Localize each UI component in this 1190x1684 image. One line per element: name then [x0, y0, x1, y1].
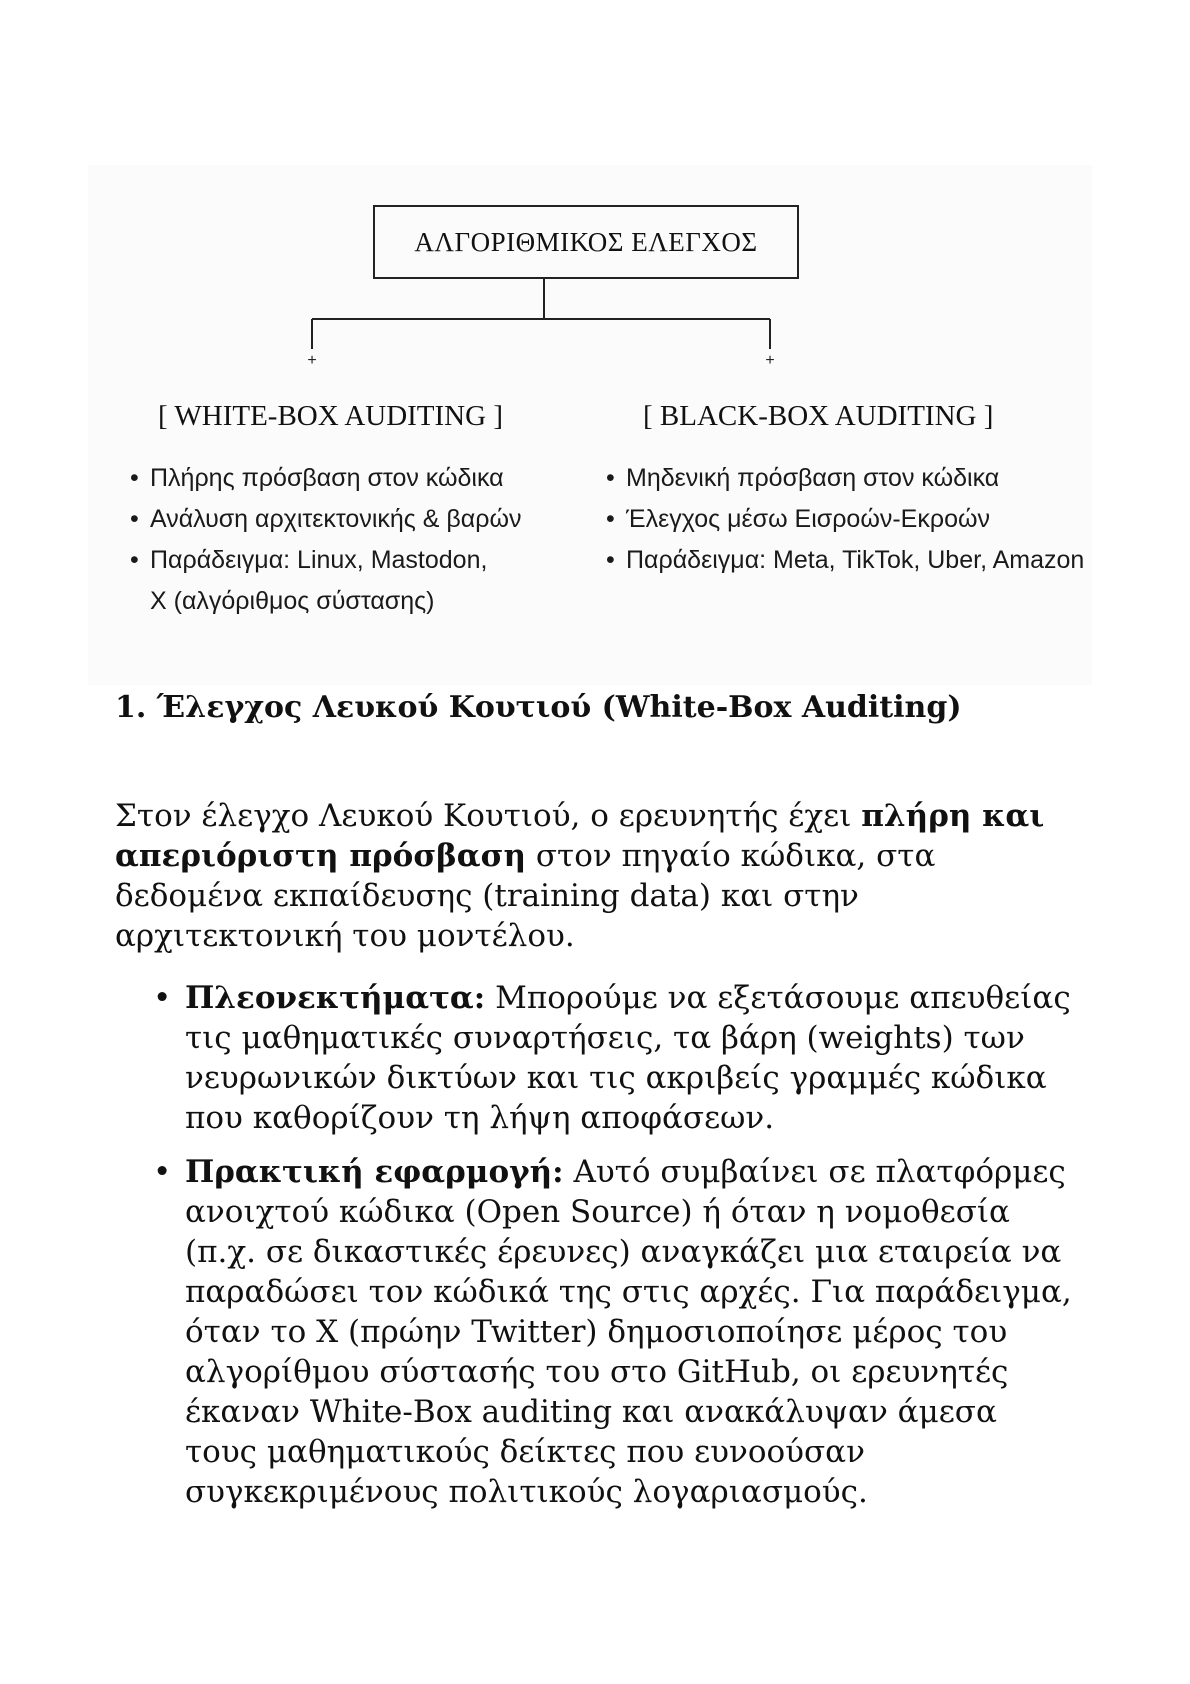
bullet-practical-application	[115, 1152, 1075, 1512]
white-box-title: [ WHITE-BOX AUDITING ]	[158, 400, 503, 432]
white-box-list	[130, 458, 570, 622]
intro-paragraph: Στον έλεγχο Λευκού Κουτιού, ο ερευνητής έχει πλήρη και απεριόριστη πρόσβαση στον πηγαίο κώδικα, στα δεδομένα εκπαίδευσης (training data) και στην αρχιτεκτονική του μοντέλου.	[115, 798, 1045, 954]
white-box-item: • Πλήρης πρόσβαση στον κώδικα	[130, 458, 570, 499]
right-arrow-marker: +	[765, 352, 775, 369]
white-box-item-continuation: X (αλγόριθμος σύστασης)	[150, 587, 435, 615]
root-node: ΑΛΓΟΡΙΘΜΙΚΟΣ ΕΛΕΓΧΟΣ	[373, 205, 799, 279]
bullet-label: Πρακτική εφαρμογή:	[185, 1154, 564, 1190]
bullet-text: Μπορούμε να εξετάσουμε απευθείας τις μαθηματικές συναρτήσεις, τα βάρη (weights) των νευρωνικών δικτύων και τις ακριβείς γραμμές κώδικα που καθορίζουν τη λήψη αποφάσεων.	[185, 980, 1071, 1136]
intro-emphasis: πλήρη και απεριόριστη πρόσβαση	[115, 798, 1045, 874]
black-box-list	[606, 458, 1086, 581]
white-box-item: • Ανάλυση αρχιτεκτονικής & βαρών	[130, 499, 570, 540]
bullet-label: Πλεονεκτήματα:	[185, 980, 486, 1016]
details-list	[115, 978, 1075, 1526]
audit-diagram	[88, 165, 1092, 685]
black-box-item: • Μηδενική πρόσβαση στον κώδικα	[606, 458, 1086, 499]
black-box-item: • Έλεγχος μέσω Εισροών-Εκροών	[606, 499, 1086, 540]
bullet-advantages	[115, 978, 1075, 1138]
black-box-title: [ BLACK-BOX AUDITING ]	[643, 400, 994, 432]
white-box-item: • Παράδειγμα: Linux, Mastodon, X (αλγόριθμος σύστασης)	[130, 540, 570, 622]
left-arrow-marker: +	[307, 352, 317, 369]
bullet-text: Αυτό συμβαίνει σε πλατφόρμες ανοιχτού κώδικα (Open Source) ή όταν η νομοθεσία (π.χ. σε δικαστικές έρευνες) αναγκάζει μια εταιρεία να παραδώσει τον κώδικά της στις αρχές. Για παράδειγμα, όταν το X (πρώην Twitter) δημοσιοποίησε μέρος του αλγορίθμου σύστασής του στο GitHub, οι ερευνητές έκαναν White-Box auditing και ανακάλυψαν άμεσα τους μαθηματικούς δείκτες που ευνοούσαν συγκεκριμένους πολιτικούς λογαριασμούς.	[185, 1154, 1072, 1510]
black-box-item: • Παράδειγμα: Meta, TikTok, Uber, Amazon	[606, 540, 1086, 581]
section-heading: 1. Έλεγχος Λευκού Κουτιού (White-Box Auditing)	[115, 690, 962, 725]
